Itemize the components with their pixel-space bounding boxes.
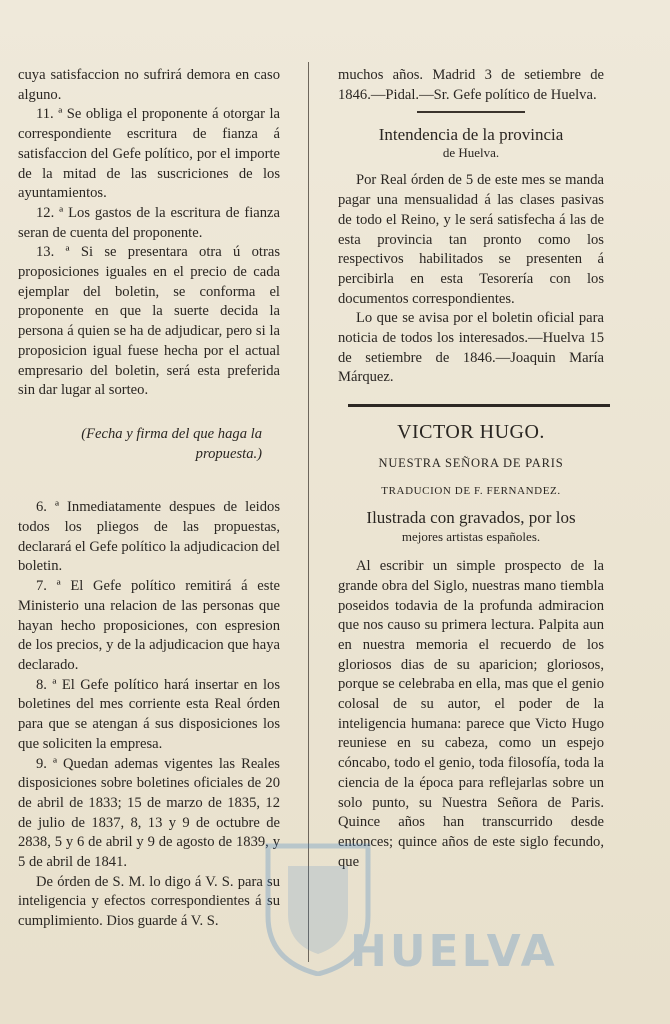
spacer (18, 464, 280, 498)
watermark-text: HUELVA (350, 926, 558, 977)
article-9: 9. ª Quedan ademas vigentes las Reales disposiciones sobre boletines oficiales de 20 de abril de 1833; 15 de marzo de 1835, 12 de julio de 1837, 8, 13 y 9 de octubre de 2838, 5 y 6 de abril y 9 de agosto de 1839, y 5 de abril de 1841. (18, 755, 280, 871)
illustration-subheading: mejores artistas españoles. (401, 529, 541, 545)
article-7: 7. ª El Gefe político remitirá á este Ministerio una relacion de las personas que hayan hecho proposiciones, con espresion de los precios, y de la adjudicacion que haya declarado. (18, 578, 280, 673)
left-column (18, 66, 280, 932)
right-column (338, 66, 604, 872)
intendencia-paragraph-1: Por Real órden de 5 de este mes se manda pagar una mensualidad á las clases pasivas de todo el Reino, y le será satisfecha á las de esta provincia tan pronto como los respectivos habilitados se presenten á percibirla en esta Tesorería con los documentos correspondientes. (338, 172, 604, 307)
closing-paragraph: De órden de S. M. lo digo á V. S. para su inteligencia y efectos correspondientes á su cumplimiento. Dios guarde á V. S. (18, 873, 280, 930)
section-divider (417, 111, 525, 113)
intendencia-paragraph-2: Lo que se avisa por el boletin oficial para noticia de todos los interesados.—Huelva 15 de setiembre de 1846.—Joaquin María Márquez. (338, 310, 604, 386)
illustration-heading: Ilustrada con gravados, por los (366, 508, 576, 528)
article-8: 8. ª El Gefe político hará insertar en los boletines del mes corriente esta Real órden para que se atengan á sus disposiciones los que soliciten la empresa. (18, 676, 280, 752)
intendencia-title: Intendencia de la provincia (378, 125, 564, 145)
translation-credit: TRADUCION DE F. FERNANDEZ. (381, 485, 561, 498)
prospectus-body: Al escribir un simple prospecto de la grande obra del Siglo, nuestras mano tiembla poseidos todavia de la profunda admiracion que nos causo su primera lectura. Palpita aun en nuestra memoria el recuerdo de los gloriosos dias de su aparicion; gloriosos, porque se celebraba en ella, mas que el genio colosal de su autor, el poder de la inteligencia humana: parece que Victo Hugo reuniese en su cabeza, como un espejo cóncabo, todo el genio, toda filosofía, toda la ciencia de la época para reflejarlas sobre un solo punto, su Nuestra Señora de Paris. Quince años han transcurrido desde entonces; quince años de este siglo fecundo, que (338, 558, 604, 870)
signature-note: (Fecha y firma del que haga la propuesta.) (81, 425, 262, 462)
clause-13: 13. ª Si se presentara otra ú otras proposiciones iguales en el precio de cada ejemplar del boletin, se conforma el proponente en que la suerte decida la persona á quien se ha de adjudicar, pero si la proposicion igual fuese hecha por el actual empresario del boletin, será esta preferida sin dar lugar al sorteo. (18, 244, 280, 399)
column-divider (308, 62, 309, 962)
paragraph-continuation: cuya satisfaccion no sufrirá demora en caso alguno. (18, 67, 280, 103)
heavy-divider (348, 404, 610, 407)
clause-12: 12. ª Los gastos de la escritura de fianza seran de cuenta del proponente. (18, 204, 280, 241)
continuation-paragraph: muchos años. Madrid 3 de setiembre de 1846.—Pidal.—Sr. Gefe político de Huelva. (338, 67, 604, 103)
article-6: 6. ª Inmediatamente despues de leidos todos los pliegos de las propuestas, declarará el Gefe político la adjudicacion del boletin. (18, 499, 280, 575)
intendencia-subtitle: de Huelva. (442, 145, 500, 161)
victor-hugo-title: VICTOR HUGO. (397, 421, 545, 444)
book-title: NUESTRA SEÑORA DE PARIS (378, 456, 564, 471)
clause-11: 11. ª Se obliga el proponente á otorgar la correspondiente escritura de fianza á satisfaccion del Gefe político, por el importe de la mitad de las suscriciones de los ayuntamientos. (18, 106, 280, 202)
